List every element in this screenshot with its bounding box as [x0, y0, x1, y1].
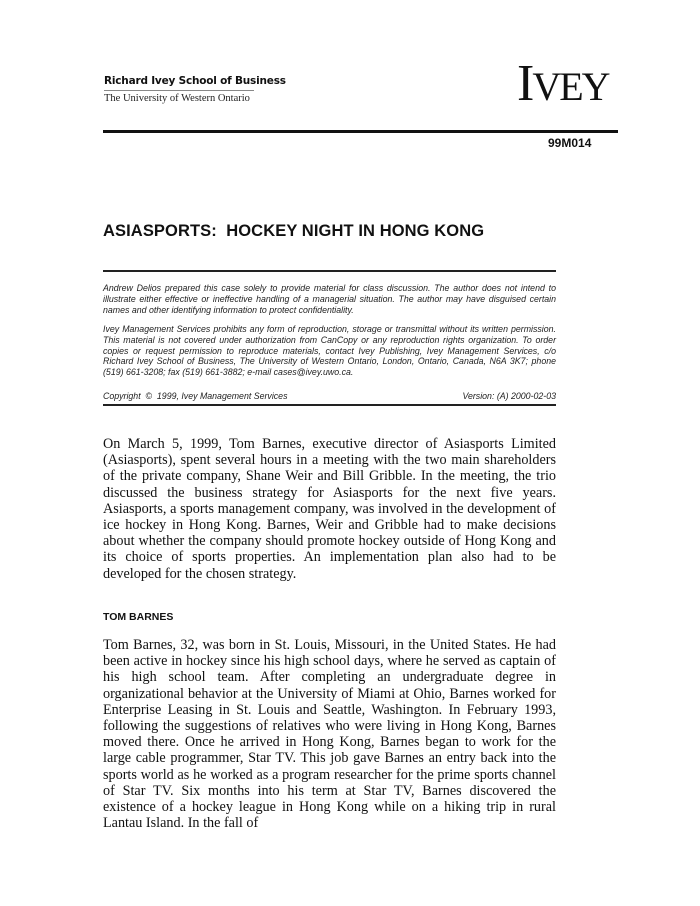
disclaimer-bottom-rule	[103, 404, 556, 406]
logo-rest: VEY	[532, 64, 609, 109]
intro-paragraph: On March 5, 1999, Tom Barnes, executive director of Asiasports Limited (Asiasports), spent several hours in a meeting with the two main shareholders of the private company, Shane Weir and Bill Gribble. In the meeting, the trio discussed the business strategy for Asiasports for the next five years. Asiasports, a sports management company, was involved in the development of ice hockey in Hong Kong. Barnes, Weir and Gribble had to make decisions about whether the company should promote hockey outside of Hong Kong and its choice of sports properties. An implementation plan also had to be developed for the chosen strategy.	[103, 436, 556, 582]
disclaimer-top-rule	[103, 270, 556, 272]
version-text: Version: (A) 2000-02-03	[462, 391, 556, 401]
ivey-logo	[517, 55, 609, 113]
header-rule	[103, 130, 618, 133]
section-heading: TOM BARNES	[103, 611, 174, 623]
copyright-text: Copyright © 1999, Ivey Management Services	[103, 391, 288, 401]
authorship-disclaimer: Andrew Delios prepared this case solely to provide material for class discussion. The author does not intend to illustrate either effective or ineffective handling of a managerial situation. The author may have disguised certain names and other identifying information to protect confidentiality.	[103, 283, 556, 315]
section-paragraph: Tom Barnes, 32, was born in St. Louis, Missouri, in the United States. He had been active in hockey since his high school days, where he served as captain of his high school team. After completing an undergraduate degree in organizational behavior at the University of Miami at Ohio, Barnes worked for Enterprise Leasing in St. Louis and Seattle, Washington. In February 1993, following the suggestions of relatives who were living in Hong Kong, Barnes moved there. Once he arrived in Hong Kong, Barnes began to work for the large cable programmer, Star TV. This job gave Barnes an entry back into the sports world as he worked as a program researcher for the prime sports channel of Star TV. Six months into his term at Star TV, Barnes discovered the existence of a hockey league in Hong Kong while on a hiking trip in rural Lantau Island. In the fall of	[103, 637, 556, 832]
school-name: Richard Ivey School of Business	[104, 75, 286, 87]
copyright-line	[103, 391, 556, 401]
reproduction-notice: Ivey Management Services prohibits any form of reproduction, storage or transmittal without its written permission. This material is not covered under authorization from CanCopy or any reproduction rights organization. To order copies or request permission to reproduce materials, contact Ivey Publishing, Ivey Management Services, c/o Richard Ivey School of Business, The University of Western Ontario, London, Ontario, Canada, N6A 3K7; phone (519) 661-3208; fax (519) 661-3882; e-mail cases@ivey.uwo.ca.	[103, 324, 556, 378]
logo-initial: I	[517, 55, 533, 112]
document-title: ASIASPORTS: HOCKEY NIGHT IN HONG KONG	[103, 222, 485, 240]
university-name: The University of Western Ontario	[104, 93, 250, 104]
school-divider	[104, 90, 254, 91]
case-number: 99M014	[548, 136, 592, 150]
